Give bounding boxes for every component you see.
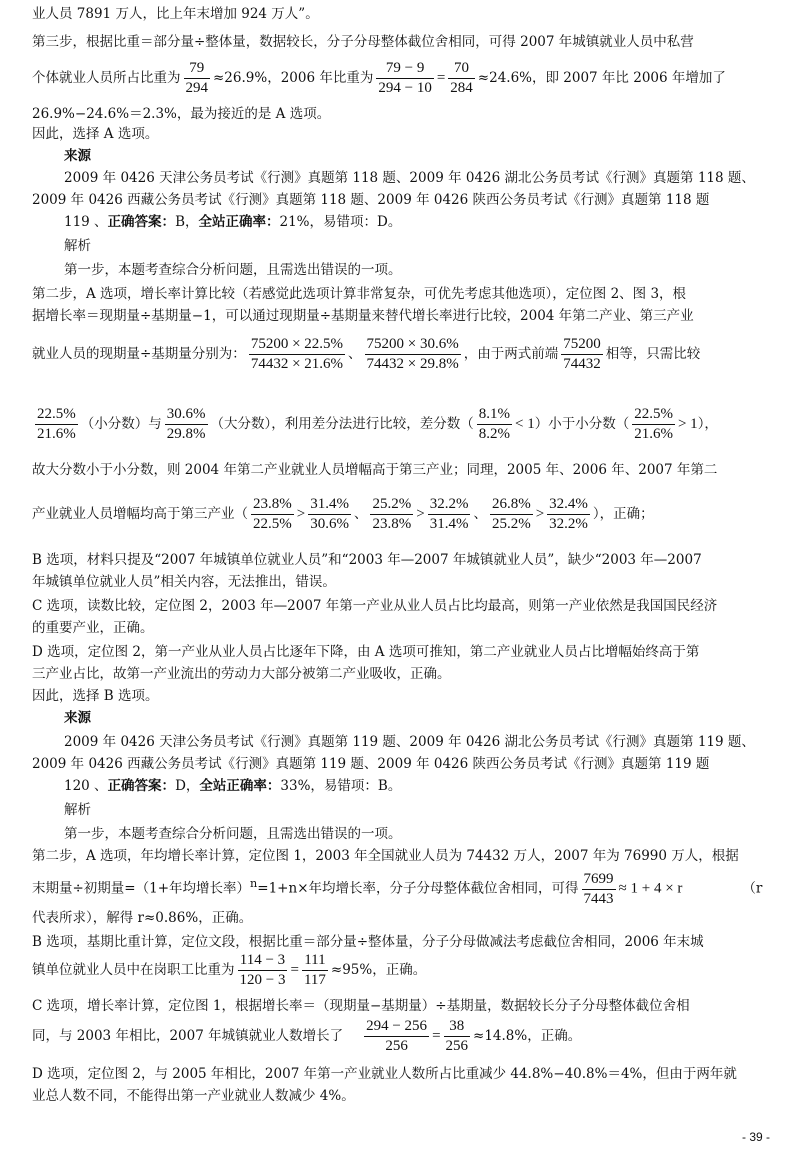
formula-line: 末期量÷初期量=（1+年均增长率）$^n$=1+n×年均增长率，分子分母整体截位舍相同，可得 $\frac{7699}{7443}$ ≈ 1 + 4 × r （r xyxy=(32,870,763,907)
text-line: 第二步，A 选项，年均增长率计算，定位图 1，2003 年全国就业人员为 74432 万人，2007 年为 76990 万人，根据 xyxy=(32,848,739,864)
text-line: 业总人数不同，不能得出第一产业就业人数减少 4%。 xyxy=(32,1088,355,1104)
fraction: $\frac{8.1\%}{8.2\%}$ xyxy=(478,406,510,442)
text-line: 26.9%−24.6%＝2.3%，最为接近的是 A 选项。 xyxy=(32,106,331,122)
formula-line: 镇单位就业人员中在岗职工比重为 $\frac{114 - 3}{120 - 3}$ = $\frac{111}{117}$ ≈95%，正确。 xyxy=(32,952,427,988)
fraction: $\frac{79 - 9}{294 - 10}$ xyxy=(378,60,432,96)
fraction: $\frac{22.5\%}{21.6\%}$ xyxy=(634,406,673,442)
analysis-heading: 解析 xyxy=(64,802,91,818)
text-line: 代表所求），解得 r≈0.86%，正确。 xyxy=(32,910,253,926)
text-line: D 选项，定位图 2，第一产业从业人员占比逐年下降，由 A 选项可推知，第二产业就业人员占比增幅始终高于第 xyxy=(32,644,700,660)
text-line: 第一步，本题考查综合分析问题，且需选出错误的一项。 xyxy=(64,262,402,278)
fraction: $\frac{22.5\%}{21.6\%}$ xyxy=(37,406,76,442)
text-line: 业人员 7891 万人，比上年末增加 924 万人”。 xyxy=(32,6,319,22)
fraction: $\frac{25.2\%}{23.8\%}$ xyxy=(372,496,412,532)
text-span: ≈24.6%，即 2007 年比 2006 年增加了 xyxy=(477,70,726,86)
text-line: 2009 年 0426 天津公务员考试《行测》真题第 119 题、2009 年 0426 湖北公务员考试《行测》真题第 119 题、 xyxy=(64,734,755,750)
text-line: 年城镇单位就业人员”相关内容，无法推出，错误。 xyxy=(32,574,336,590)
fraction: $\frac{23.8\%}{22.5\%}$ xyxy=(253,496,292,532)
fraction: $\frac{79}{294}$ xyxy=(185,60,208,96)
fraction: $\frac{32.2\%}{31.4\%}$ xyxy=(429,496,469,532)
text-line: C 选项，增长率计算，定位图 1，根据增长率＝（现期量−基期量）÷基期量，数据较长分子分母整体截位舍相 xyxy=(32,998,690,1014)
text-line: 三产业占比，故第一产业流出的劳动力大部分被第二产业吸收，正确。 xyxy=(32,666,451,682)
formula-line: 就业人员的现期量÷基期量分别为： $\frac{75200 \times 22.5\%}{74432 \times 21.6\%}$ 、 $\frac{75200 \times 30.6\%}{74432 \times 29.8\%}$ ，由于两式前端 $\frac{75200}{74432}$ 相等，只需比较 xyxy=(32,336,701,372)
fraction: $\frac{7699}{7443}$ xyxy=(583,870,614,907)
formula-line: $\frac{22.5\%}{21.6\%}$ （小分数）与 $\frac{30.6\%}{29.8\%}$ （大分数），利用差分法进行比较，差分数（ $\frac{8.1\%}{8.2\%}$ < 1）小于小分数（ $\frac{22.5\%}{21.6\%}$ > 1）， xyxy=(37,406,718,442)
text-line: 2009 年 0426 西藏公务员考试《行测》真题第 119 题、2009 年 0426 陕西公务员考试《行测》真题第 119 题 xyxy=(32,756,710,772)
fraction: $\frac{75200 \times 22.5\%}{74432 \times 21.6\%}$ xyxy=(250,336,344,372)
text-line: D 选项，定位图 2，与 2005 年相比，2007 年第一产业就业人数所占比重减少 44.8%−40.8%＝4%，但由于两年就 xyxy=(32,1066,737,1082)
fraction: $\frac{114 - 3}{120 - 3}$ xyxy=(239,952,286,988)
fraction: $\frac{70}{284}$ xyxy=(450,60,473,96)
text-line: B 选项，基期比重计算，定位文段，根据比重＝部分量÷整体量，分子分母做减法考虑截位舍相同，2006 年末城 xyxy=(32,934,704,950)
analysis-heading: 解析 xyxy=(64,238,91,254)
fraction: $\frac{30.6\%}{29.8\%}$ xyxy=(166,406,206,442)
text-line: C 选项，读数比较，定位图 2，2003 年—2007 年第一产业从业人员占比均最高，则第一产业依然是我国国民经济 xyxy=(32,598,718,614)
source-heading: 来源 xyxy=(64,710,91,726)
text-line: 因此，选择 A 选项。 xyxy=(32,126,159,142)
fraction: $\frac{26.8\%}{25.2\%}$ xyxy=(491,496,531,532)
equals-sign: = xyxy=(436,70,446,86)
text-line: 的重要产业，正确。 xyxy=(32,620,154,636)
fraction: $\frac{32.4\%}{32.2\%}$ xyxy=(549,496,588,532)
text-line: 第二步，A 选项，增长率计算比较（若感觉此选项计算非常复杂，可优先考虑其他选项），定位图 2、图 3，根 xyxy=(32,286,687,302)
fraction: $\frac{75200 \times 30.6\%}{74432 \times 29.8\%}$ xyxy=(366,336,459,372)
question-answer-line: 119 、正确答案：B，全站正确率：21%，易错项：D。 xyxy=(64,214,402,230)
text-line: B 选项，材料只提及“2007 年城镇单位就业人员”和“2003 年—2007 年城镇就业人员”，缺少“2003 年—2007 xyxy=(32,552,702,568)
text-span: ≈26.9%，2006 年比重为 xyxy=(213,70,374,86)
page-number: - 39 - xyxy=(741,1130,770,1144)
fraction: $\frac{38}{256}$ xyxy=(445,1018,469,1054)
formula-line: 同，与 2003 年相比，2007 年城镇就业人数增长了 $\frac{294 - 256}{256}$ = $\frac{38}{256}$ ≈14.8%，正确。 xyxy=(32,1018,582,1054)
fraction: $\frac{294 - 256}{256}$ xyxy=(366,1018,428,1054)
text-line: 故大分数小于小分数，则 2004 年第二产业就业人员增幅高于第三产业；同理，2005 年、2006 年、2007 年第二 xyxy=(32,462,718,478)
text-line: 2009 年 0426 西藏公务员考试《行测》真题第 118 题、2009 年 0426 陕西公务员考试《行测》真题第 118 题 xyxy=(32,192,710,208)
text-line: 第三步，根据比重＝部分量÷整体量，数据较长，分子分母整体截位舍相同，可得 2007 年城镇就业人员中私营 xyxy=(32,34,694,50)
source-heading: 来源 xyxy=(64,148,91,164)
text-line: 因此，选择 B 选项。 xyxy=(32,688,159,704)
text-line: 据增长率＝现期量÷基期量−1，可以通过现期量÷基期量来替代增长率进行比较，2004 年第二产业、第三产业 xyxy=(32,308,694,324)
text-span: 个体就业人员所占比重为 xyxy=(32,70,181,86)
formula-line: 产业就业人员增幅均高于第三产业（ $\frac{23.8\%}{22.5\%}$ > $\frac{31.4\%}{30.6\%}$ 、 $\frac{25.2\%}{23.8\%}$ > $\frac{32.2\%}{31.4\%}$ 、 $\frac{26.8\%}{25.2\%}$ > $\frac{32.4\%}{32.2\%}$ ），正确； xyxy=(32,496,654,532)
text-line: 2009 年 0426 天津公务员考试《行测》真题第 118 题、2009 年 0426 湖北公务员考试《行测》真题第 118 题、 xyxy=(64,170,755,186)
text-line: 第一步，本题考查综合分析问题，且需选出错误的一项。 xyxy=(64,826,402,842)
question-answer-line: 120 、正确答案：D，全站正确率：33%，易错项：B。 xyxy=(64,778,402,794)
less-than-one: < 1 xyxy=(515,416,535,432)
fraction: $\frac{111}{117}$ xyxy=(303,952,326,988)
formula-line xyxy=(32,58,770,98)
greater-than-one: > 1 xyxy=(677,416,698,432)
fraction: $\frac{31.4\%}{30.6\%}$ xyxy=(310,496,349,532)
fraction: $\frac{75200}{74432}$ xyxy=(563,336,601,372)
